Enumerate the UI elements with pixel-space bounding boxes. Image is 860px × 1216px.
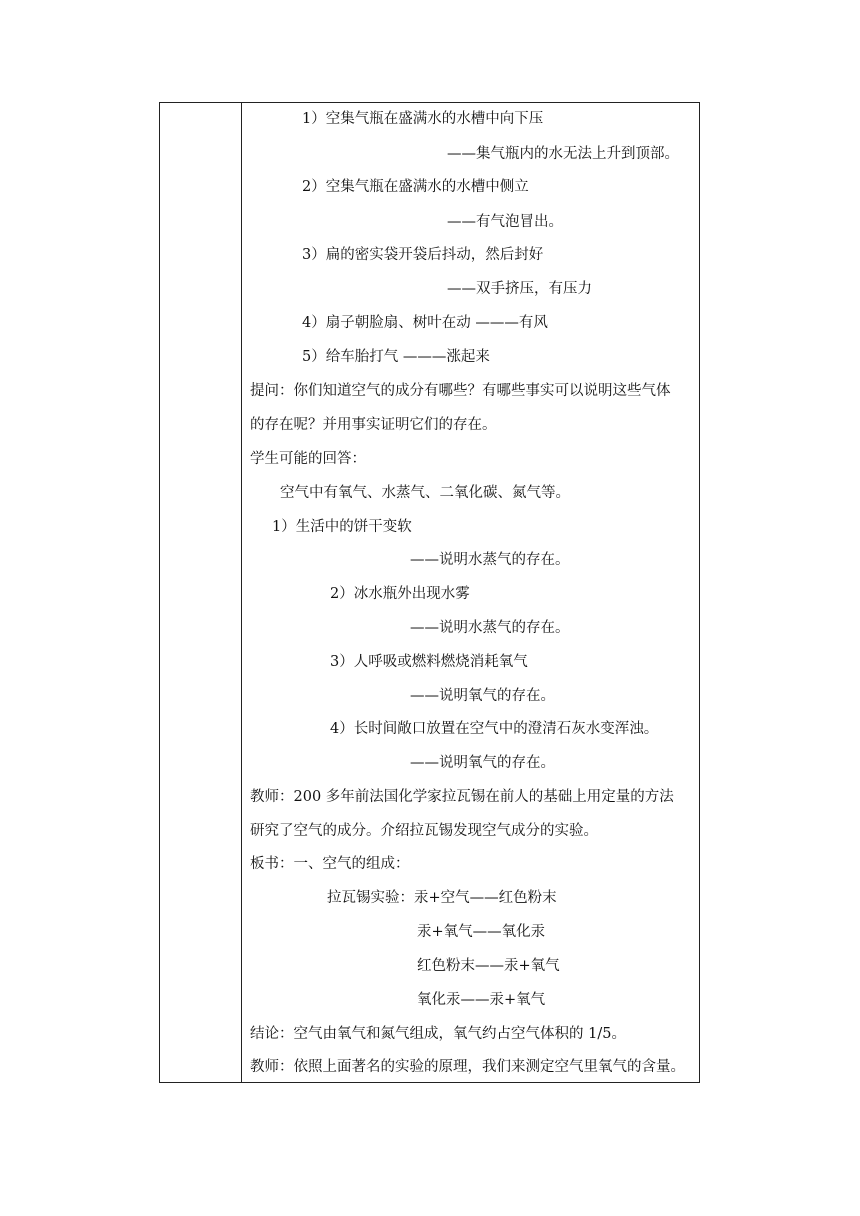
text-line: 2）冰水瓶外出现水雾 bbox=[330, 586, 470, 602]
text-line: 教师：依照上面著名的实验的原理，我们来测定空气里氧气的含量。 bbox=[250, 1059, 685, 1075]
text-line: ——说明氧气的存在。 bbox=[410, 755, 555, 771]
text-line: 空气中有氧气、水蒸气、二氧化碳、氮气等。 bbox=[280, 485, 570, 501]
text-line: 1）生活中的饼干变软 bbox=[272, 519, 412, 535]
text-line: 4）长时间敞口放置在空气中的澄清石灰水变浑浊。 bbox=[330, 721, 659, 737]
text-line: ——双手挤压，有压力 bbox=[447, 281, 592, 297]
column-divider bbox=[241, 102, 242, 1083]
text-line: ——说明水蒸气的存在。 bbox=[410, 552, 570, 568]
text-line: ——有气泡冒出。 bbox=[447, 214, 563, 230]
text-line: 汞+氧气——氧化汞 bbox=[417, 924, 546, 940]
text-line: 拉瓦锡实验：汞+空气——红色粉末 bbox=[327, 890, 557, 906]
text-line: ——说明水蒸气的存在。 bbox=[410, 620, 570, 636]
text-line: ——说明氧气的存在。 bbox=[410, 688, 555, 704]
text-line: 氧化汞——汞+氧气 bbox=[417, 992, 546, 1008]
text-line: 研究了空气的成分。介绍拉瓦锡发现空气成分的实验。 bbox=[250, 823, 598, 839]
text-line: 2）空集气瓶在盛满水的水槽中侧立 bbox=[302, 179, 529, 195]
text-line: 的存在呢？并用事实证明它们的存在。 bbox=[250, 417, 497, 433]
text-line: 3）人呼吸或燃料燃烧消耗氧气 bbox=[330, 654, 528, 670]
text-line: 3）扁的密实袋开袋后抖动，然后封好 bbox=[302, 247, 544, 263]
text-line: 4）扇子朝脸扇、树叶在动 ———有风 bbox=[302, 315, 548, 331]
text-line: 板书：一、空气的组成： bbox=[250, 856, 410, 872]
text-line: 学生可能的回答： bbox=[250, 451, 366, 467]
text-line: 教师：200 多年前法国化学家拉瓦锡在前人的基础上用定量的方法 bbox=[250, 789, 674, 805]
text-line: 1）空集气瓶在盛满水的水槽中向下压 bbox=[302, 111, 544, 127]
text-line: 提问：你们知道空气的成分有哪些？有哪些事实可以说明这些气体 bbox=[250, 383, 671, 399]
text-line: 5）给车胎打气 ———涨起来 bbox=[302, 349, 490, 365]
text-line: 红色粉末——汞+氧气 bbox=[417, 958, 560, 974]
text-line: ——集气瓶内的水无法上升到顶部。 bbox=[447, 146, 679, 162]
text-line: 结论：空气由氧气和氮气组成，氧气约占空气体积的 1/5。 bbox=[250, 1026, 626, 1042]
